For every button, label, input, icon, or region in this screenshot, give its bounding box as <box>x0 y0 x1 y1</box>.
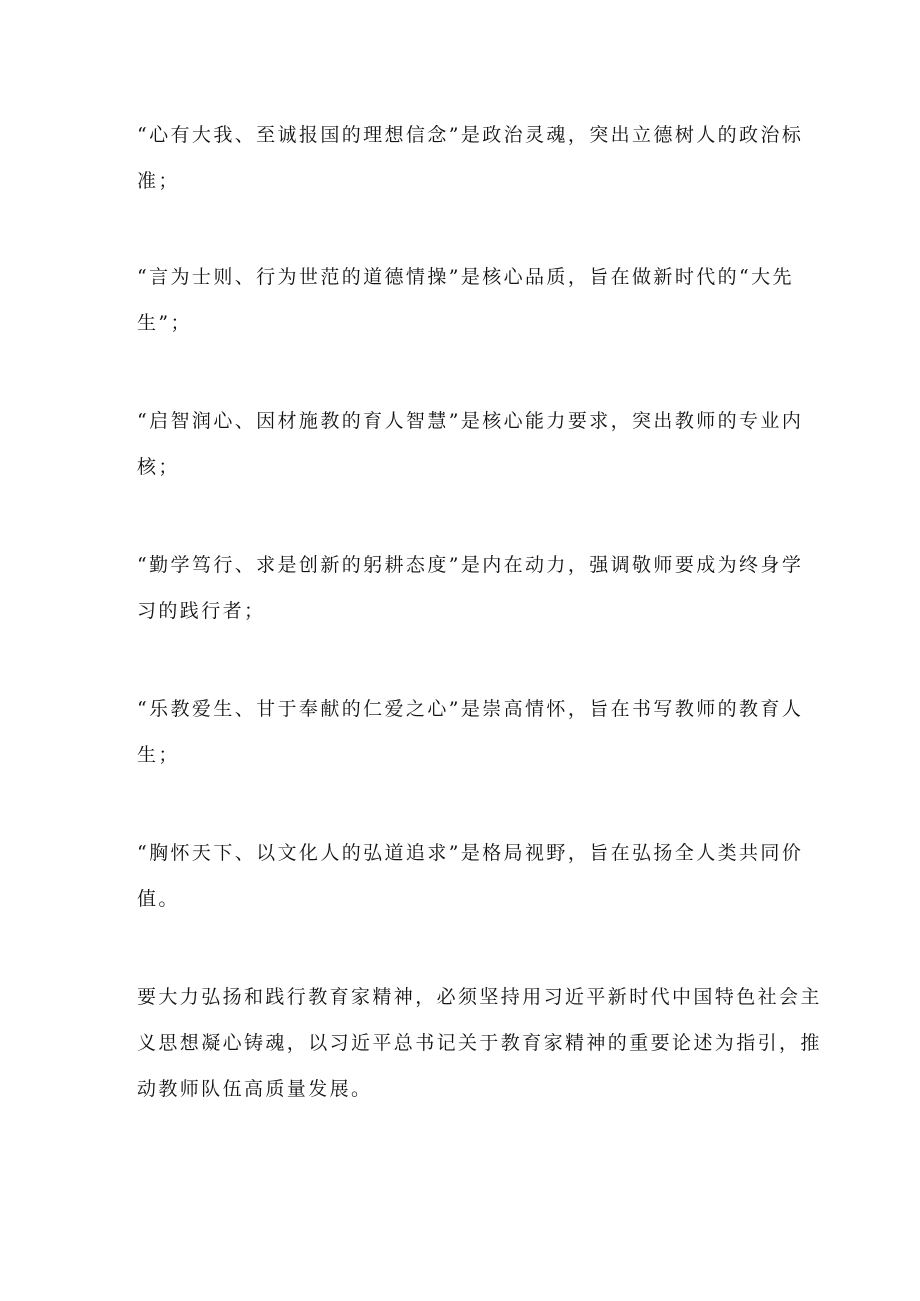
paragraph-line: “言为士则、行为世范的道德情操”是核心品质，旨在做新时代的“大先 <box>137 266 794 288</box>
paragraph-line: “乐教爱生、甘于奉献的仁爱之心”是崇高情怀，旨在书写教师的教育人 <box>137 698 804 720</box>
paragraph-line: “心有大我、至诚报国的理想信念”是政治灵魂，突出立德树人的政治标 <box>137 124 804 146</box>
paragraph-conclusion <box>137 974 822 1112</box>
paragraph-line: “勤学笃行、求是创新的躬耕态度”是内在动力，强调敬师要成为终身学 <box>137 554 804 576</box>
paragraph-line: “胸怀天下、以文化人的弘道追求”是格局视野，旨在弘扬全人类共同价 <box>137 842 804 864</box>
paragraph-moral-sentiment <box>137 254 794 346</box>
paragraph-ideal-belief <box>137 112 804 204</box>
paragraph-diligent-attitude <box>137 542 804 634</box>
paragraph-line: 要大力弘扬和践行教育家精神，必须坚持用习近平新时代中国特色社会主 <box>137 986 822 1008</box>
paragraph-line: 生”； <box>137 312 192 334</box>
paragraph-benevolent-heart <box>137 686 804 778</box>
paragraph-line: 生； <box>137 744 180 766</box>
paragraph-line: “启智润心、因材施教的育人智慧”是核心能力要求，突出教师的专业内 <box>137 410 804 432</box>
paragraph-line: 值。 <box>137 888 180 910</box>
paragraph-line: 准； <box>137 170 180 192</box>
paragraph-line: 核； <box>137 456 180 478</box>
paragraph-line: 义思想凝心铸魂，以习近平总书记关于教育家精神的重要论述为指引，推 <box>137 1032 822 1054</box>
paragraph-global-vision <box>137 830 804 922</box>
paragraph-educating-wisdom <box>137 398 804 490</box>
paragraph-line: 习的践行者； <box>137 600 266 622</box>
paragraph-line: 动教师队伍高质量发展。 <box>137 1078 373 1100</box>
